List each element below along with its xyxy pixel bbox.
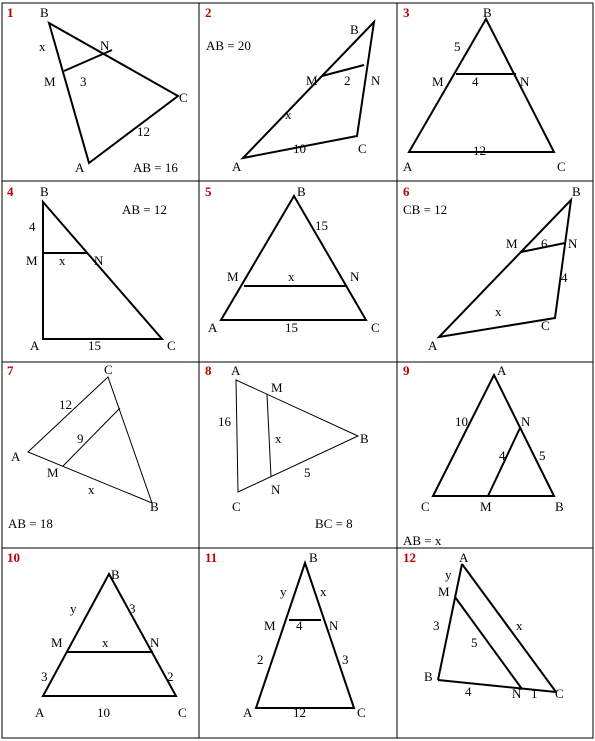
side-label: y [70, 601, 77, 616]
vertex-label: C [555, 686, 564, 701]
side-label: y [280, 584, 287, 599]
side-label: 4 [561, 270, 568, 285]
point-label: N [350, 269, 360, 284]
segment-label: 3 [80, 74, 87, 89]
problem-11 [205, 550, 366, 720]
problem-8 [205, 363, 369, 531]
midsegment [64, 50, 112, 71]
point-label: N [150, 635, 160, 650]
vertex-label: B [297, 184, 306, 199]
problem-number: 2 [205, 5, 212, 20]
problem-number: 1 [7, 5, 14, 20]
vertex-label: C [104, 362, 113, 377]
side-label: 4 [465, 684, 472, 699]
side-label: 2 [257, 652, 264, 667]
problem-6 [403, 184, 581, 353]
given-note: CB = 12 [403, 202, 448, 217]
side-label: 15 [315, 218, 328, 233]
vertex-label: C [357, 705, 366, 720]
vertex-label: A [459, 550, 469, 565]
point-label: N [520, 74, 530, 89]
parallel-segment [267, 394, 271, 477]
vertex-label: C [232, 499, 241, 514]
side-label: 12 [293, 705, 306, 720]
segment-label: 4 [499, 448, 506, 463]
problem-number: 9 [403, 363, 410, 378]
problem-number: 4 [7, 184, 14, 199]
problem-number: 12 [403, 550, 416, 565]
point-label: M [271, 380, 283, 395]
problem-number: 6 [403, 184, 410, 199]
point-label: N [329, 618, 339, 633]
side-label: 10 [293, 141, 306, 156]
problem-number: 10 [7, 550, 20, 565]
point-label: N [271, 482, 281, 497]
vertex-label: C [541, 318, 550, 333]
vertex-label: C [421, 499, 430, 514]
side-label: x [285, 107, 292, 122]
side-label: 4 [29, 219, 36, 234]
side-label: 10 [455, 414, 468, 429]
segment-label: x [59, 253, 66, 268]
point-label: M [51, 635, 63, 650]
problem-number: 3 [403, 5, 410, 20]
triangle [243, 22, 374, 158]
point-label: N [512, 686, 522, 701]
point-label: N [100, 38, 110, 53]
problem-2 [205, 5, 381, 174]
side-label: 12 [473, 143, 486, 158]
point-label: M [47, 465, 59, 480]
point-label: M [26, 253, 38, 268]
side-label: 3 [433, 618, 440, 633]
vertex-label: C [358, 141, 367, 156]
problem-number: 8 [205, 363, 212, 378]
side-label: x [495, 304, 502, 319]
vertex-label: A [232, 159, 242, 174]
triangle [221, 196, 366, 320]
vertex-label: B [360, 431, 369, 446]
vertex-label: C [167, 338, 176, 353]
point-label: N [568, 236, 578, 251]
side-label: 5 [539, 448, 546, 463]
vertex-label: A [208, 320, 218, 335]
parallel-segment [455, 597, 522, 689]
vertex-label: A [243, 705, 253, 720]
triangle [439, 200, 571, 337]
given-note: BC = 8 [315, 516, 353, 531]
point-label: M [44, 74, 56, 89]
vertex-label: A [35, 705, 45, 720]
side-label: x [516, 618, 523, 633]
vertex-label: A [75, 160, 85, 175]
vertex-label: B [150, 499, 159, 514]
side-label: 3 [129, 601, 136, 616]
vertex-label: B [483, 5, 492, 20]
segment-label: 4 [296, 618, 303, 633]
side-label: 15 [88, 338, 101, 353]
vertex-label: A [11, 449, 21, 464]
side-BC [438, 680, 556, 692]
point-label: N [94, 253, 104, 268]
side-label: 5 [454, 39, 461, 54]
side-label: 12 [137, 124, 150, 139]
vertex-label: C [179, 90, 188, 105]
vertex-label: C [178, 705, 187, 720]
point-label: M [264, 618, 276, 633]
vertex-label: A [30, 338, 40, 353]
side-label: y [445, 567, 452, 582]
side-label: 3 [342, 652, 349, 667]
point-label: M [480, 499, 492, 514]
vertex-label: B [350, 22, 359, 37]
segment-label: x [288, 269, 295, 284]
vertex-label: B [309, 550, 318, 565]
problem-1 [7, 5, 188, 175]
side-label: 10 [97, 705, 110, 720]
vertex-label: C [371, 320, 380, 335]
segment-label: 6 [541, 236, 548, 251]
point-label: M [227, 269, 239, 284]
vertex-label: B [40, 184, 49, 199]
point-label: M [432, 74, 444, 89]
vertex-label: B [40, 5, 49, 20]
side-label: 2 [167, 669, 174, 684]
side-label: 1 [531, 686, 538, 701]
segment-label: x [102, 635, 109, 650]
vertex-label: A [428, 338, 438, 353]
vertex-label: A [497, 363, 507, 378]
side-label: x [88, 482, 95, 497]
side-label: 16 [218, 414, 231, 429]
triangle [256, 563, 354, 708]
side-label: 15 [285, 320, 298, 335]
given-note: AB = 16 [133, 160, 178, 175]
segment-label: 4 [472, 74, 479, 89]
point-label: N [521, 414, 531, 429]
triangle [236, 380, 358, 492]
segment-label: 5 [471, 635, 478, 650]
side-label: 5 [304, 465, 311, 480]
point-label: N [371, 73, 381, 88]
problem-number: 7 [7, 363, 14, 378]
problem-9 [403, 363, 564, 548]
triangle [433, 375, 554, 496]
segment-label: 9 [77, 431, 84, 446]
side-label: x [320, 584, 327, 599]
vertex-label: B [555, 499, 564, 514]
problem-5 [205, 184, 380, 335]
vertex-label: B [424, 669, 433, 684]
problem-10 [7, 550, 187, 720]
vertex-label: A [231, 363, 241, 378]
problem-number: 5 [205, 184, 212, 199]
given-note: AB = x [403, 533, 442, 548]
segment-label: 2 [344, 73, 351, 88]
point-label: M [506, 236, 518, 251]
problem-12 [403, 550, 564, 701]
triangle [49, 23, 178, 163]
segment-label: x [275, 431, 282, 446]
problem-4 [7, 184, 176, 353]
parallel-segment [63, 408, 120, 466]
given-note: AB = 18 [8, 516, 53, 531]
problem-3 [403, 5, 566, 174]
problem-7 [7, 362, 159, 531]
side-label: 3 [41, 669, 48, 684]
given-note: AB = 20 [206, 38, 251, 53]
vertex-label: A [403, 159, 413, 174]
vertex-label: B [572, 184, 581, 199]
point-label: M [438, 584, 450, 599]
side-label: x [39, 39, 46, 54]
vertex-label: C [557, 159, 566, 174]
triangle [43, 202, 162, 339]
problem-number: 11 [205, 550, 218, 565]
point-label: M [306, 73, 318, 88]
vertex-label: B [111, 567, 120, 582]
given-note: AB = 12 [122, 202, 167, 217]
side-label: 12 [59, 397, 72, 412]
triangle [409, 19, 554, 152]
